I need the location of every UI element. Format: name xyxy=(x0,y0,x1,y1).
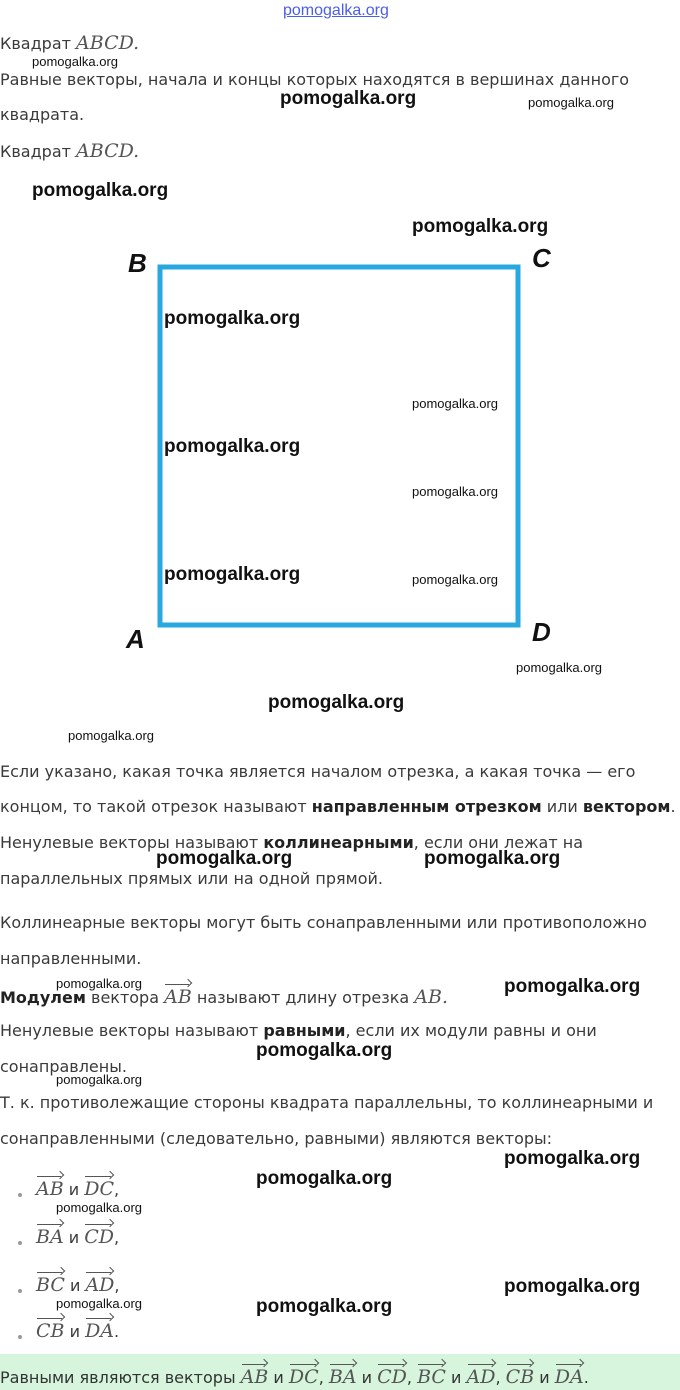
watermark: pomogalka.org xyxy=(268,692,405,713)
vector: DC xyxy=(84,1172,114,1200)
term-module: Модулем xyxy=(0,988,86,1007)
text-run: , xyxy=(114,1228,120,1247)
term-equal: равными xyxy=(263,1021,346,1040)
vertex-label-a: A xyxy=(126,624,145,654)
text-run: , если их модули равны и они xyxy=(345,1021,597,1040)
text-run: , xyxy=(318,1368,329,1387)
vector: BA xyxy=(329,1360,357,1388)
watermark: pomogalka.org xyxy=(412,572,498,587)
watermark: pomogalka.org xyxy=(164,308,301,329)
watermark: pomogalka.org xyxy=(56,1200,142,1215)
text-run: , xyxy=(495,1368,506,1387)
vector-ab: AB xyxy=(164,980,192,1008)
watermark: pomogalka.org xyxy=(504,1276,641,1297)
conclusion-line-2: сонаправленными (следовательно, равными) являются векторы: xyxy=(0,1129,553,1148)
text-run: . xyxy=(583,1368,589,1387)
vector: BC xyxy=(36,1268,65,1296)
heading-square-2 xyxy=(0,140,139,162)
vertex-label-d: D xyxy=(532,617,551,647)
vector: DA xyxy=(555,1360,584,1388)
watermark: pomogalka.org xyxy=(516,660,602,675)
text-run: и xyxy=(356,1368,378,1387)
text-run: или xyxy=(541,797,583,816)
vector: AD xyxy=(85,1268,114,1296)
text-run: Ненулевые векторы называют xyxy=(0,1021,264,1040)
watermark: pomogalka.org xyxy=(424,848,561,869)
text-run: концом, то такой отрезок называют xyxy=(0,797,312,816)
vector: CD xyxy=(84,1220,114,1248)
conclusion-line-1: Т. к. противолежащие стороны квадрата параллельны, то коллинеарными и xyxy=(0,1093,654,1112)
term-collinear: коллинеарными xyxy=(263,833,414,852)
watermark: pomogalka.org xyxy=(412,484,498,499)
text-run: . xyxy=(670,797,676,816)
watermark: pomogalka.org xyxy=(32,180,169,201)
text-run: Равными являются векторы xyxy=(0,1368,241,1387)
text-run: , если они лежат на xyxy=(413,833,583,852)
vector: AB xyxy=(241,1360,269,1388)
vector: CB xyxy=(506,1360,535,1388)
text-run: , xyxy=(114,1276,120,1295)
watermark: pomogalka.org xyxy=(528,95,614,110)
list-bullet xyxy=(18,1241,22,1245)
watermark: pomogalka.org xyxy=(504,976,641,997)
text-run: , xyxy=(406,1368,418,1387)
list-bullet xyxy=(18,1289,22,1293)
text-run: вектора xyxy=(85,988,165,1007)
heading-math: ABCD. xyxy=(76,140,140,162)
square-figure xyxy=(0,230,680,670)
text-run: и xyxy=(64,1276,86,1295)
top-site-link[interactable]: pomogalka.org xyxy=(283,2,389,19)
codirected-line-2: направленными. xyxy=(0,949,142,968)
module-def-line xyxy=(0,980,448,1008)
answer-line xyxy=(0,1360,589,1388)
vertex-label-c: C xyxy=(532,243,551,273)
term-directed-segment: направленным отрезком xyxy=(311,797,542,816)
watermark: pomogalka.org xyxy=(56,1296,142,1311)
watermark: pomogalka.org xyxy=(504,1148,641,1169)
text-run: называют длину отрезка xyxy=(191,988,415,1007)
watermark: pomogalka.org xyxy=(164,564,301,585)
list-bullet xyxy=(18,1193,22,1197)
watermark: pomogalka.org xyxy=(412,216,549,237)
equal-def-line-1 xyxy=(0,1021,597,1040)
text-run: , xyxy=(114,1180,120,1199)
text-run: . xyxy=(114,1322,120,1341)
equal-def-line-2: сонаправлены. xyxy=(0,1057,127,1076)
watermark: pomogalka.org xyxy=(256,1296,393,1317)
text-run: и xyxy=(445,1368,467,1387)
vertex-label-b: B xyxy=(128,248,147,278)
watermark: pomogalka.org xyxy=(32,54,118,69)
vector-def-line-2 xyxy=(0,797,676,816)
text-run: и xyxy=(268,1368,289,1387)
heading-text: Квадрат xyxy=(0,142,77,161)
vector: AB xyxy=(36,1172,64,1200)
list-item xyxy=(36,1314,119,1342)
text-run: и xyxy=(64,1322,86,1341)
watermark: pomogalka.org xyxy=(56,976,142,991)
vector: AD xyxy=(467,1360,496,1388)
watermark: pomogalka.org xyxy=(256,1168,393,1189)
text-run: и xyxy=(63,1180,85,1199)
text-run: и xyxy=(63,1228,85,1247)
task-line-1: Равные векторы, начала и концы которых находятся в вершинах данного xyxy=(0,70,630,89)
task-line-2: квадрата. xyxy=(0,105,85,124)
watermark: pomogalka.org xyxy=(56,1072,142,1087)
segment-ab: AB. xyxy=(414,986,449,1008)
text-run: и xyxy=(534,1368,555,1387)
heading-text: Квадрат xyxy=(0,34,77,53)
codirected-line-1: Коллинеарные векторы могут быть сонаправленными или противоположно xyxy=(0,913,647,932)
watermark: pomogalka.org xyxy=(68,728,154,743)
watermark: pomogalka.org xyxy=(412,396,498,411)
list-bullet xyxy=(18,1335,22,1339)
watermark: pomogalka.org xyxy=(256,1040,393,1061)
collinear-def-line-2: параллельных прямых или на одной прямой. xyxy=(0,869,383,888)
vector-def-line-1: Если указано, какая точка является началом отрезка, а какая точка — его xyxy=(0,762,636,781)
vector: CB xyxy=(36,1314,65,1342)
heading-square xyxy=(0,32,139,54)
term-vector: вектором xyxy=(582,797,671,816)
list-item xyxy=(36,1220,119,1248)
watermark: pomogalka.org xyxy=(280,88,417,109)
vector: DA xyxy=(85,1314,114,1342)
vector: BA xyxy=(36,1220,64,1248)
text-run: Ненулевые векторы называют xyxy=(0,833,264,852)
list-item xyxy=(36,1268,120,1296)
heading-math: ABCD. xyxy=(76,32,140,54)
list-item xyxy=(36,1172,119,1200)
watermark: pomogalka.org xyxy=(156,848,293,869)
vector: BC xyxy=(417,1360,446,1388)
watermark: pomogalka.org xyxy=(164,436,301,457)
vector: DC xyxy=(289,1360,319,1388)
vector: CD xyxy=(377,1360,407,1388)
